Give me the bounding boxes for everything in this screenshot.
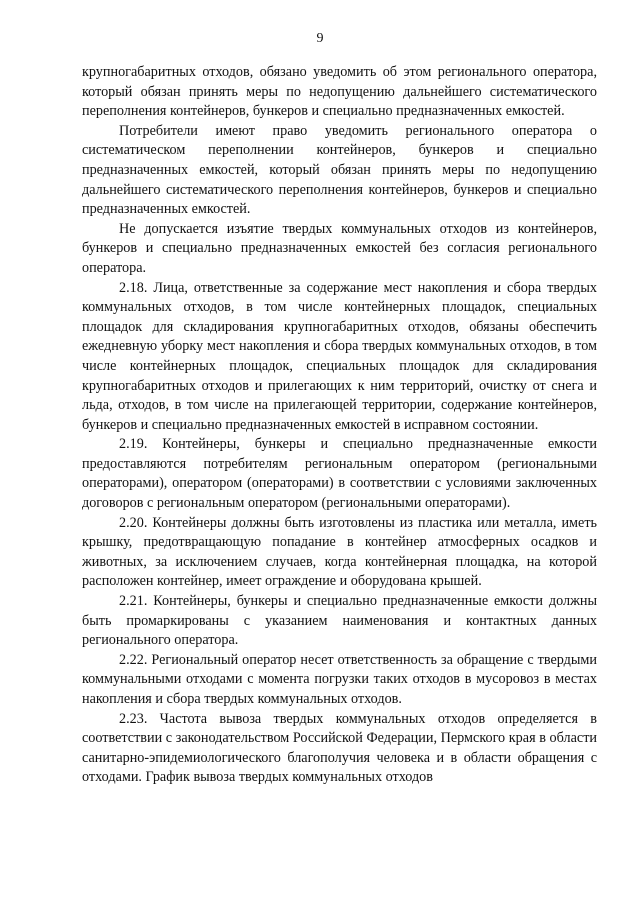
paragraph-consumers-right: Потребители имеют право уведомить регионального оператора о систематическом переполнении контейнеров, бункеров и специально предназначенных емкостей, который обязан принять меры по недопущению дальнейшего систематического переполнения контейнеров, бункеров и специально предназначенных емкостей. xyxy=(82,122,597,218)
paragraph-2-23: 2.23. Частота вывоза твердых коммунальных отходов определяется в соответствии с законодательством Российской Федерации, Пермского края в области санитарно-эпидемиологического благополучия человека и в области обращения с отходами. График вывоза твердых коммунальных отходов xyxy=(82,710,597,786)
paragraph-2-20: 2.20. Контейнеры должны быть изготовлены из пластика или металла, иметь крышку, предотвращающую попадание в контейнер атмосферных осадков и животных, за исключением случаев, когда контейнерная площадка, на которой расположен контейнер, имеет ограждение и оборудована крышей. xyxy=(82,514,597,590)
paragraph-continuation: крупногабаритных отходов, обязано уведомить об этом регионального оператора, который обязан принять меры по недопущению дальнейшего систематического переполнения контейнеров, бункеров и специально предназначенных емкостей. xyxy=(82,64,597,120)
paragraph-2-18: 2.18. Лица, ответственные за содержание мест накопления и сбора твердых коммунальных отходов, в том числе контейнерных площадок, специальных площадок для складирования крупногабаритных отходов, обязаны обеспечить ежедневную уборку мест накопления и сбора твердых коммунальных отходов, в том числе контейнерных площадок, специальных площадок для складирования крупногабаритных отходов и прилегающих к ним территорий, очистку от снега и льда, отходов, в том числе на прилегающей территории, содержание контейнеров, бункеров и специально предназначенных емкостей в исправном состоянии. xyxy=(82,279,597,433)
paragraph-2-22: 2.22. Региональный оператор несет ответственность за обращение с твердыми коммунальными отходами с момента погрузки таких отходов в мусоровоз в местах накопления и сбора твердых коммунальных отходов. xyxy=(82,651,597,707)
page-number: 9 xyxy=(316,31,324,46)
paragraph-removal-prohibited: Не допускается изъятие твердых коммунальных отходов из контейнеров, бункеров и специально предназначенных емкостей без согласия регионального оператора. xyxy=(82,220,597,276)
document-body xyxy=(82,63,597,788)
paragraph-2-19: 2.19. Контейнеры, бункеры и специально предназначенные емкости предоставляются потребителям региональным оператором (региональными операторами), оператором (операторами) в соответствии с условиями заключенных договоров с региональным оператором (региональными операторами). xyxy=(82,436,597,512)
paragraph-2-21: 2.21. Контейнеры, бункеры и специально предназначенные емкости должны быть промаркированы с указанием наименования и контактных данных регионального оператора. xyxy=(82,593,597,649)
